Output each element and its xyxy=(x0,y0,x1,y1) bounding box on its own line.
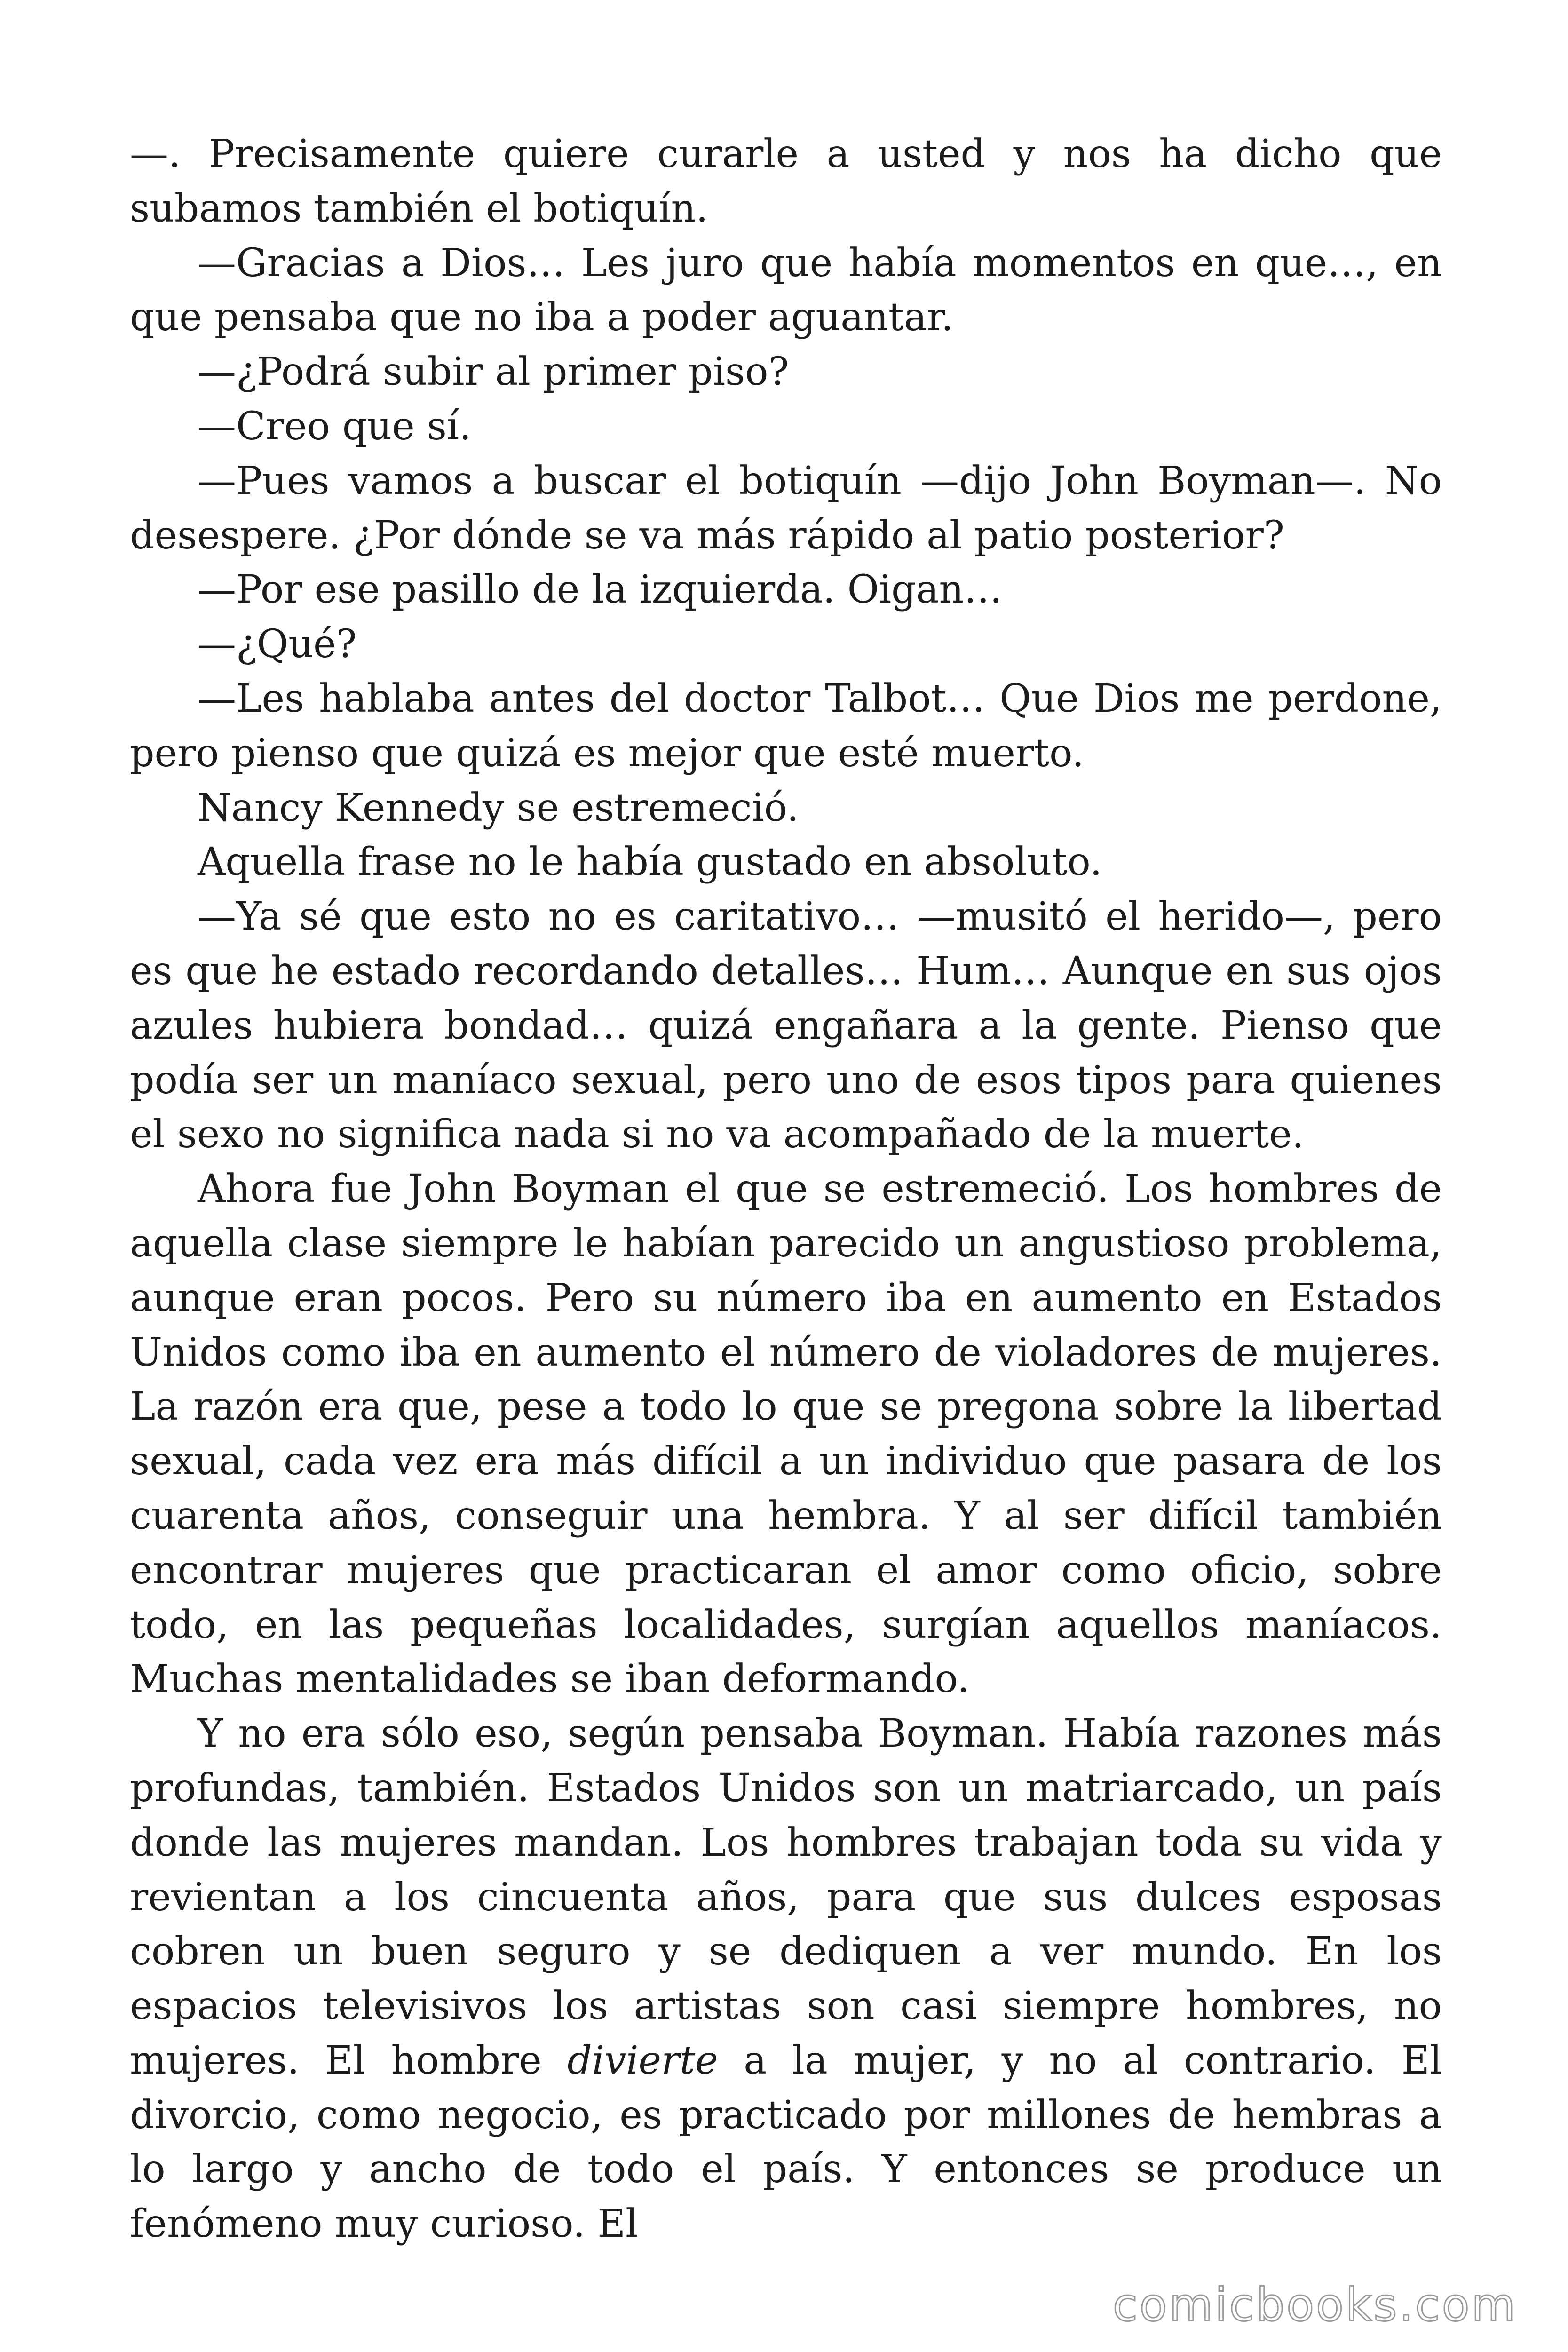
paragraph: —Creo que sí. xyxy=(198,404,472,449)
body-text xyxy=(130,127,1442,2251)
paragraph: —Pues vamos a buscar el botiquín —dijo John Boyman—. No desespere. ¿Por dónde se va más rápido al patio posterior? xyxy=(130,458,1442,558)
paragraph: Aquella frase no le había gustado en absoluto. xyxy=(198,840,1102,885)
paragraph: —¿Podrá subir al primer piso? xyxy=(198,350,789,395)
paragraph: —¿Qué? xyxy=(198,622,357,667)
paragraph: —. Precisamente quiere curarle a usted y nos ha dicho que subamos también el botiquín. xyxy=(130,132,1442,231)
watermark: comicbooks.com xyxy=(1112,2279,1517,2331)
paragraph: —Por ese pasillo de la izquierda. Oigan… xyxy=(198,567,1003,612)
paragraph: Nancy Kennedy se estremeció. xyxy=(198,785,799,830)
paragraph-text: Y no era sólo eso, según pensaba Boyman. Había razones más profundas, también. Estados Unidos son un matriarcado, un país donde las mujeres mandan. Los hombres trabajan toda su vida y revientan a los cincuenta años, para que sus dulces esposas cobren un buen seguro y se dediquen a ver mundo. En los espacios televisivos los artistas son casi siempre hombres, no mujeres. El hombre xyxy=(130,1711,1442,2083)
paragraph: —Gracias a Dios… Les juro que había momentos en que…, en que pensaba que no iba a poder aguantar. xyxy=(130,240,1442,340)
paragraph: —Les hablaba antes del doctor Talbot… Que Dios me perdone, pero pienso que quizá es mejor que esté muerto. xyxy=(130,676,1442,776)
paragraph: Ahora fue John Boyman el que se estremeció. Los hombres de aquella clase siempre le habían parecido un angustioso problema, aunque eran pocos. Pero su número iba en aumento en Estados Unidos como iba en aumento el número de violadores de mujeres. La razón era que, pese a todo lo que se pregona sobre la libertad sexual, cada vez era más difícil a un individuo que pasara de los cuarenta años, conseguir una hembra. Y al ser difícil también encontrar mujeres que practicaran el amor como oficio, sobre todo, en las pequeñas localidades, surgían aquellos maníacos. Muchas mentalidades se iban deformando. xyxy=(130,1167,1442,1702)
emphasized-word: divierte xyxy=(567,2038,718,2083)
paragraph: —Ya sé que esto no es caritativo… —musitó el herido—, pero es que he estado recordando detalles… Hum… Aunque en sus ojos azules hubiera bondad… quizá engañara a la gente. Pienso que podía ser un maníaco sexual, pero uno de esos tipos para quienes el sexo no significa nada si no va acompañado de la muerte. xyxy=(130,894,1442,1157)
paragraph-text: a la mujer, y no al contrario. El divorcio, como negocio, es practicado por millones de hembras a lo largo y ancho de todo el país. Y entonces se produce un fenómeno muy curioso. El xyxy=(130,2038,1442,2247)
paragraph-last xyxy=(130,1707,1442,2251)
